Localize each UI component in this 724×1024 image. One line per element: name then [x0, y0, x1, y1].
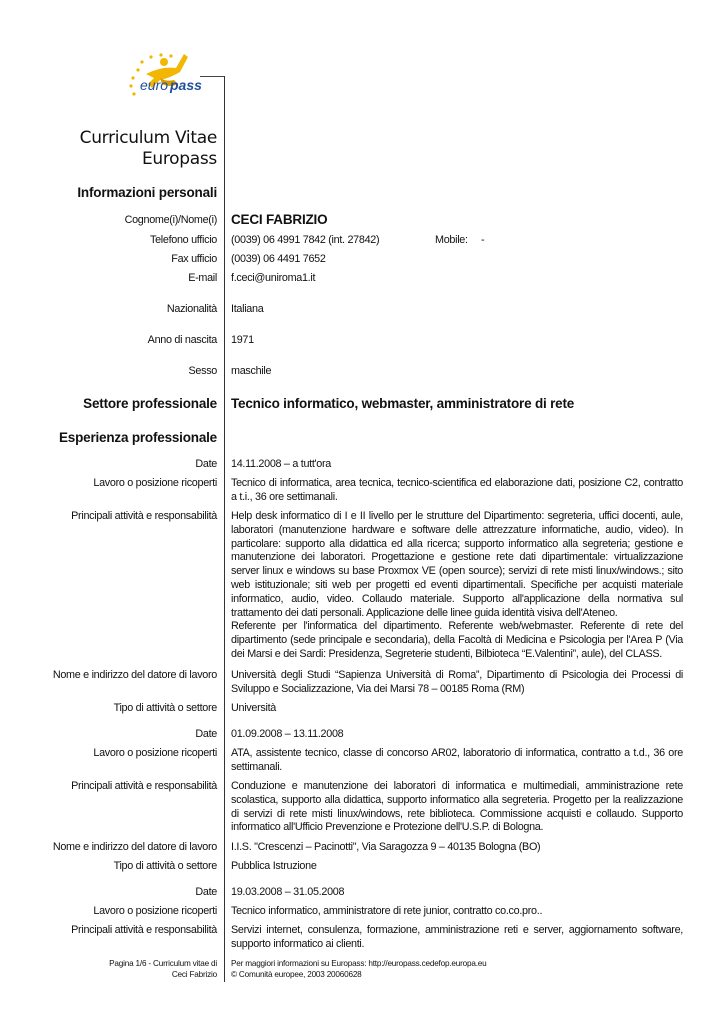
job1-date: 14.11.2008 – a tutt'ora	[231, 458, 332, 470]
job2-sector-label: Tipo di attività o settore	[113, 860, 217, 872]
job1-employer-label: Nome e indirizzo del datore di lavoro	[52, 669, 217, 681]
nationality-label: Nazionalità	[166, 303, 217, 315]
job1-activities-para1: Help desk informatico di I e II livello per le strutture del Dipartimento: segreteria, uffici docenti, aule, laboratori (manutenzione hardware e software delle attrezzature informatiche, audio, video). In particolare: supporto alla didattica ed alla ricerca; supporto informatico alla segreteria; gestione e manutenzione dei laboratori. Progettazione e gestione rete dati dipartimentale: virtualizzazione server linux e windows su base Proxmox VE (open source); servizi di rete misti linux/windows.; sito web istituzionale; siti web per progetti ed eventi dipartimentali. Specifiche per acquisti materiale informatico, audio, video. Collaudo materiale. Supporto all'applicazione della normativa sul trattamento dei dati personali. Applicazione delle linee guida identità visiva dell'Ateneo.	[231, 510, 683, 619]
job3-date: 19.03.2008 – 31.05.2008	[231, 886, 345, 898]
job1-position: Tecnico di informatica, area tecnica, tecnico-scientifica ed elaborazione dati, posizione C2, contratto a t.i., 36 ore settimanali.	[231, 477, 683, 503]
job2-date-label: Date	[195, 728, 217, 740]
cv-title	[80, 128, 217, 170]
fax-label: Fax ufficio	[171, 253, 217, 265]
job2-activities: Conduzione e manutenzione dei laboratori di informatica e multimediali, amministrazione rete scolastica, supporto alla didattica, supporto informatico alla segreteria. Progetto per la realizzazione di servizi di rete misti linux/windows, rete biblioteca. Commissione acquisti e collaudo. Supporto informatico all'Ufficio Prevenzione e Protezione dell'U.S.P. di Bologna.	[231, 780, 683, 834]
sector-value: Tecnico informatico, webmaster, amministratore di rete	[231, 396, 575, 411]
footer-left-line1: Pagina 1/6 - Curriculum vitae di	[109, 959, 217, 968]
job2-date: 01.09.2008 – 13.11.2008	[231, 728, 344, 740]
job3-activities-label: Principali attività e responsabilità	[71, 924, 217, 936]
job1-activities-para2: Referente per l'informatica del dipartimento. Referente web/webmaster. Referente di rete del dipartimento (sede principale e secondaria), della Facoltà di Medicina e Psicologia per l'Area P (Via dei Marsi e dei Sardi: Presidenza, Segreterie studenti, Bilbioteca “E.Valentini”, aule), del CLASS.	[231, 620, 683, 660]
cv-title-line1: Curriculum Vitae	[79, 128, 217, 148]
mobile-value: -	[481, 234, 485, 246]
job3-date-label: Date	[195, 886, 217, 898]
phone-value: (0039) 06 4991 7842 (int. 27842)	[231, 234, 380, 246]
job3-activities: Servizi internet, consulenza, formazione, amministrazione reti e server, aggiornamento software, supporto informatico ai clienti.	[231, 924, 683, 950]
mobile-label: Mobile:	[435, 234, 468, 246]
logo-text-pass: pass	[170, 77, 202, 93]
job1-activities-label: Principali attività e responsabilità	[71, 510, 217, 522]
europass-logo	[126, 48, 226, 108]
fax-value: (0039) 06 4491 7652	[231, 253, 326, 265]
footer-europass-info	[231, 958, 487, 980]
experience-heading: Esperienza professionale	[58, 430, 217, 445]
phone-label: Telefono ufficio	[149, 234, 217, 246]
job1-sector: Università	[231, 702, 277, 714]
job1-date-label: Date	[195, 458, 217, 470]
email-value[interactable]: f.ceci@uniroma1.it	[231, 272, 316, 284]
footer-right-line1[interactable]: Per maggiori informazioni su Europass: http://europass.cedefop.europa.eu	[231, 959, 487, 968]
job2-position: ATA, assistente tecnico, classe di concorso AR02, laboratorio di informatica, contratto a t.d., 36 ore settimanali.	[231, 747, 683, 773]
job1-employer: Università degli Studi “Sapienza Università di Roma”, Dipartimento di Psicologia dei Processi di Sviluppo e Socializzazione, Via dei Marsi 78 – 00185 Roma (RM)	[231, 669, 683, 695]
job2-position-label: Lavoro o posizione ricoperti	[93, 747, 217, 759]
logo-rule	[200, 76, 225, 77]
email-label: E-mail	[188, 272, 217, 284]
logo-text-euro: euro	[140, 77, 169, 93]
job1-position-label: Lavoro o posizione ricoperti	[93, 477, 217, 489]
name-value: CECI FABRIZIO	[231, 212, 328, 227]
job2-employer: I.I.S. "Crescenzi – Pacinotti", Via Saragozza 9 – 40135 Bologna (BO)	[231, 841, 541, 853]
name-label: Cognome(i)/Nome(i)	[124, 214, 217, 226]
sex-label: Sesso	[188, 365, 217, 377]
birth-year-label: Anno di nascita	[147, 334, 217, 346]
job2-employer-label: Nome e indirizzo del datore di lavoro	[52, 841, 217, 853]
job2-activities-label: Principali attività e responsabilità	[71, 780, 217, 792]
personal-info-heading: Informazioni personali	[77, 185, 217, 200]
job2-sector: Pubblica Istruzione	[231, 860, 317, 872]
footer-left-line2: Ceci Fabrizio	[171, 970, 217, 979]
footer-right-line2: © Comunità europee, 2003 20060628	[231, 970, 362, 979]
sector-heading: Settore professionale	[83, 396, 217, 411]
job3-position: Tecnico informatico, amministratore di rete junior, contratto co.co.pro..	[231, 905, 543, 917]
sex-value: maschile	[231, 365, 272, 377]
europass-logo-graphic	[126, 48, 226, 108]
job1-activities	[231, 510, 683, 662]
nationality-value: Italiana	[231, 303, 264, 315]
job3-position-label: Lavoro o posizione ricoperti	[93, 905, 217, 917]
birth-year-value: 1971	[231, 334, 254, 346]
footer-page-info	[109, 958, 217, 980]
cv-title-line2: Europass	[141, 149, 217, 169]
column-divider	[224, 76, 225, 982]
job1-sector-label: Tipo di attività o settore	[113, 702, 217, 714]
